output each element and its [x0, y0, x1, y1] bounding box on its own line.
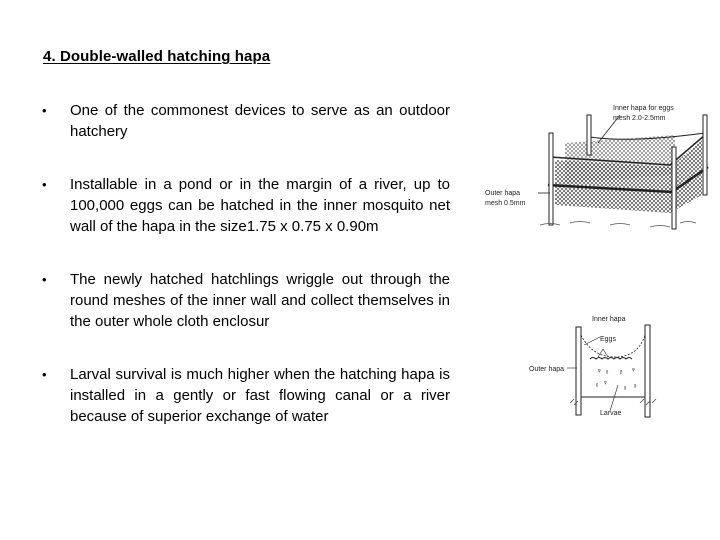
svg-text:ᵦ: ᵦ	[620, 369, 623, 375]
bullet-marker: •	[42, 177, 47, 192]
label-inner-hapa: Inner hapa for eggs	[613, 105, 674, 112]
bullet-text: One of the commonest devices to serve as an outdoor hatchery	[70, 102, 450, 140]
svg-text:ᵟ: ᵟ	[606, 371, 609, 377]
hapa-section-illustration	[520, 305, 680, 430]
svg-text:ᵩ: ᵩ	[598, 367, 601, 373]
bullet-text: The newly hatched hatchlings wriggle out through the round meshes of the inner wall and collect themselves in the outer whole cloth enclosur	[70, 271, 450, 330]
label-inner-mesh: mesh 2.0-2.5mm	[613, 115, 666, 122]
svg-text:ᵩ: ᵩ	[632, 366, 635, 372]
bullet-text: Larval survival is much higher when the hatching hapa is installed in a gently or fast flowing canal or a river because of superior exchange of water	[70, 366, 450, 425]
bullet-item	[40, 100, 460, 142]
slide-title: 4. Double-walled hatching hapa	[43, 48, 271, 65]
svg-text:ᵟ: ᵟ	[624, 387, 627, 393]
bullet-item	[40, 269, 460, 332]
hapa-3d-illustration	[480, 95, 710, 255]
bullet-item	[40, 174, 460, 237]
label-inner-hapa: Inner hapa	[592, 316, 626, 323]
label-eggs: Eggs	[600, 336, 616, 343]
label-larvae: Larvae	[600, 410, 622, 417]
label-outer-hapa: Outer hapa	[529, 366, 565, 373]
svg-text:ᵟ: ᵟ	[634, 385, 637, 391]
label-outer-mesh: mesh 0.5mm	[485, 200, 526, 207]
hapa-section-diagram	[520, 305, 680, 430]
hapa-3d-diagram	[480, 95, 710, 255]
bullet-marker: •	[42, 103, 47, 118]
bullet-marker: •	[42, 367, 47, 382]
svg-text:ᵩ: ᵩ	[604, 379, 607, 385]
bullet-item	[40, 364, 460, 427]
label-outer-hapa: Outer hapa	[485, 190, 521, 197]
svg-text:ᵨ: ᵨ	[596, 381, 599, 387]
bullet-text: Installable in a pond or in the margin of a river, up to 100,000 eggs can be hatched in the inner mosquito net wall of the hapa in the size1.75 x 0.75 x 0.90m	[70, 176, 450, 235]
bullet-marker: •	[42, 272, 47, 287]
